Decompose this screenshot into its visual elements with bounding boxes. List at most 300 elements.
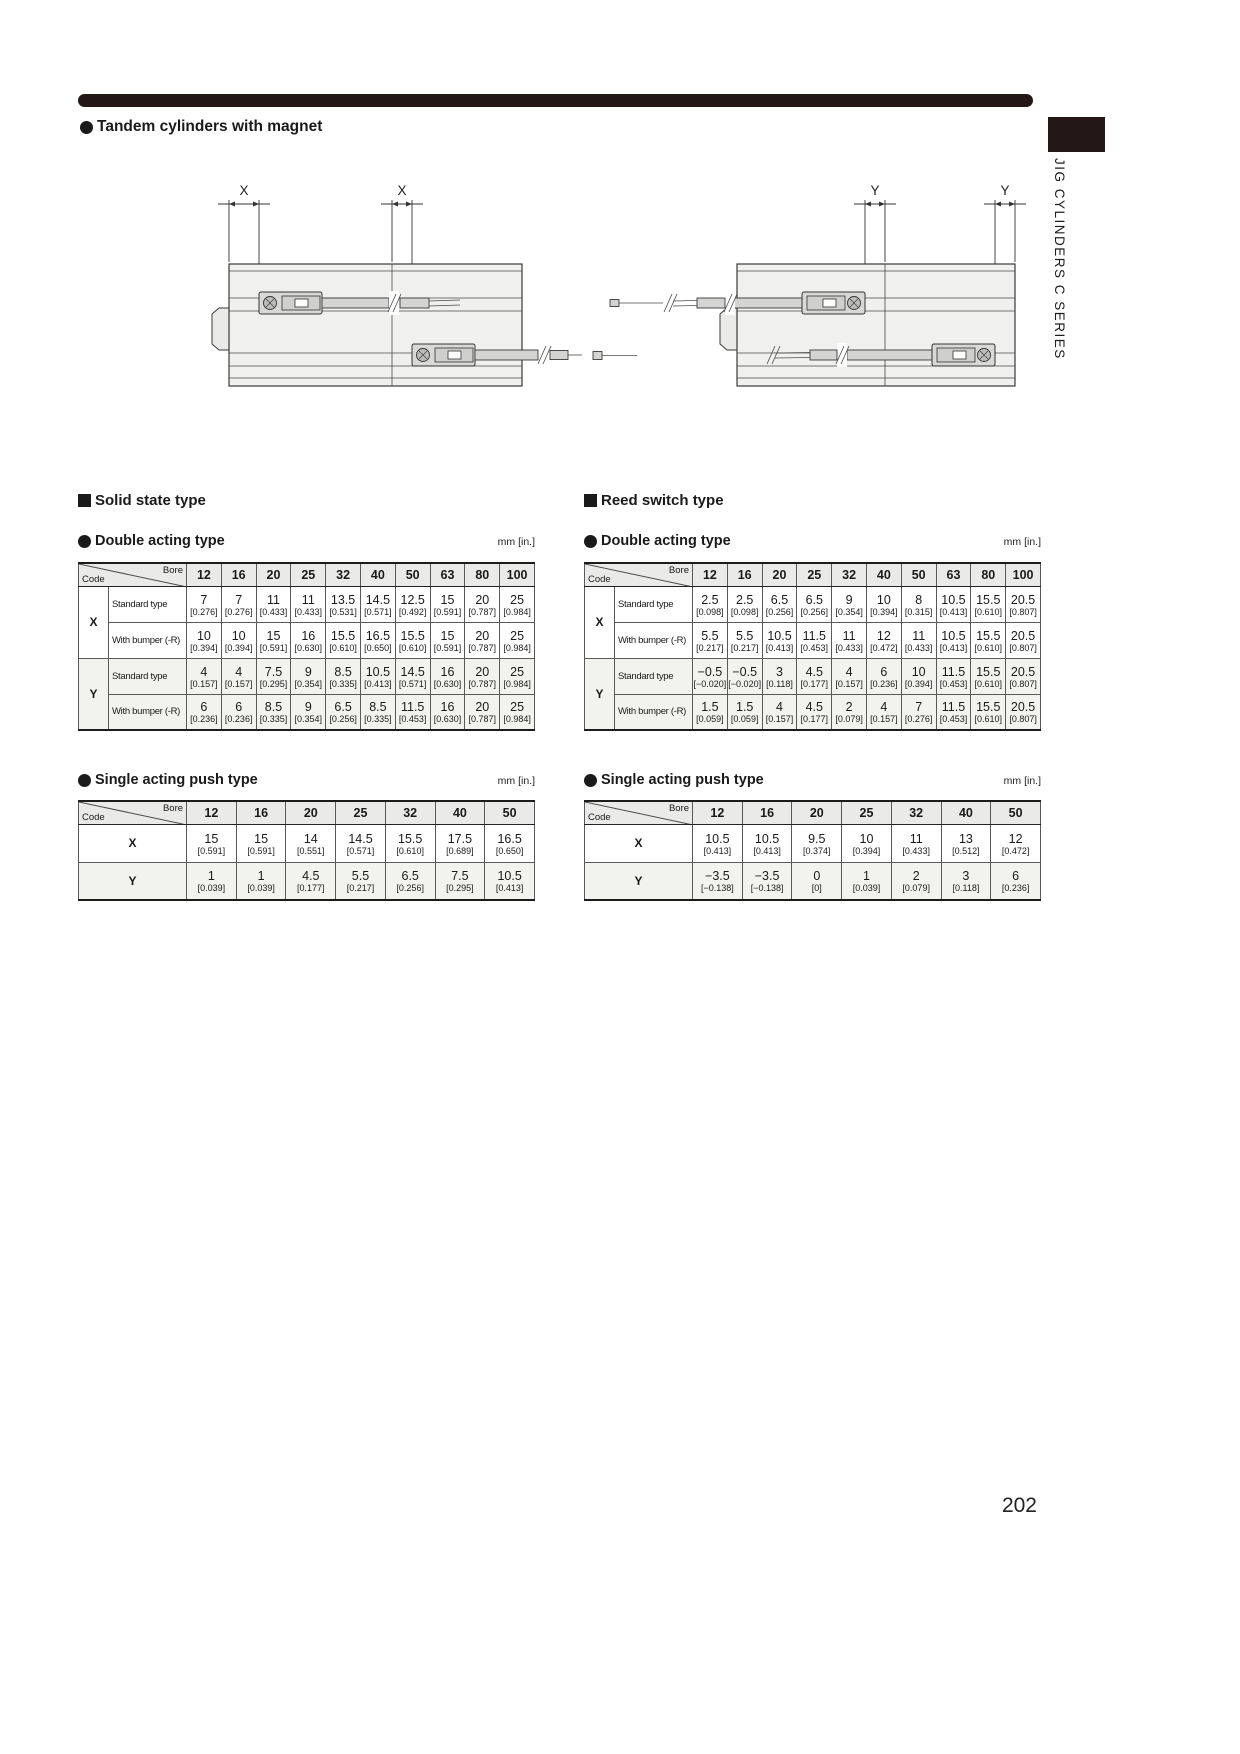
value-inch: [0.571] <box>364 606 392 617</box>
value-mm: 20 <box>475 628 490 643</box>
value-cell <box>385 824 435 862</box>
value-inch: [0.394] <box>852 845 881 856</box>
value-mm: 1 <box>863 869 870 884</box>
table-row <box>585 824 1041 862</box>
tandem-cylinder-diagram-y <box>585 180 1045 392</box>
value-inch: [0.118] <box>952 883 980 894</box>
value-inch: [0.591] <box>433 642 462 653</box>
section-heading-reed-switch <box>584 492 724 509</box>
value-inch: [0.236] <box>190 714 218 725</box>
value-inch: [0.413] <box>703 845 732 856</box>
value-cell <box>936 694 971 730</box>
value-mm: 20.5 <box>1010 592 1036 607</box>
value-mm: 10.5 <box>941 628 966 643</box>
value-mm: 17.5 <box>447 831 473 846</box>
value-mm: 10.5 <box>497 869 522 884</box>
code-bore-header <box>585 801 693 824</box>
value-inch: [0.059] <box>696 714 724 725</box>
header-row <box>79 563 535 586</box>
value-cell <box>693 658 728 694</box>
value-cell <box>326 586 361 622</box>
bore-column-header: 32 <box>891 801 941 824</box>
value-inch: [0.433] <box>294 606 323 617</box>
square-bullet-icon <box>584 494 597 507</box>
value-mm: 12 <box>876 628 891 643</box>
value-mm: −0.5 <box>697 664 723 679</box>
bore-label: Bore <box>668 803 690 814</box>
value-inch: [0.217] <box>346 883 375 894</box>
bullet-circle-icon <box>584 774 597 787</box>
value-mm: 11 <box>267 592 280 607</box>
value-cell <box>1006 622 1041 658</box>
value-inch: [0.472] <box>870 642 898 653</box>
value-mm: 1.5 <box>736 700 754 715</box>
value-cell <box>360 622 395 658</box>
value-inch: [0.610] <box>974 678 1003 689</box>
value-cell <box>792 824 842 862</box>
value-mm: 2.5 <box>701 592 719 607</box>
value-cell <box>187 862 237 900</box>
value-inch: [0.039] <box>247 883 275 894</box>
value-cell <box>727 694 762 730</box>
value-cell <box>891 862 941 900</box>
value-cell <box>936 622 971 658</box>
value-mm: 10.5 <box>767 628 792 643</box>
value-cell <box>291 658 326 694</box>
bore-column-header: 40 <box>360 563 395 586</box>
value-mm: 8.5 <box>369 700 387 715</box>
value-cell <box>500 622 535 658</box>
value-mm: 8 <box>915 592 923 607</box>
bore-column-header: 12 <box>187 563 222 586</box>
value-mm: 15.5 <box>330 628 356 643</box>
value-inch: [0.157] <box>835 678 863 689</box>
value-inch: [0.335] <box>329 678 357 689</box>
dimension-table <box>78 800 535 901</box>
value-inch: [0.157] <box>190 678 218 689</box>
value-inch: [0.256] <box>329 714 357 725</box>
value-cell <box>465 622 500 658</box>
value-inch: [0.354] <box>835 606 863 617</box>
value-cell <box>336 862 386 900</box>
value-cell <box>941 824 991 862</box>
reed-switch-single-acting-table <box>584 800 1041 901</box>
value-mm: 15 <box>266 628 281 643</box>
bullet-circle-icon <box>78 535 91 548</box>
value-inch: [0.984] <box>503 714 531 725</box>
dimension-label-y: Y <box>870 183 880 198</box>
value-cell <box>727 622 762 658</box>
value-cell <box>326 694 361 730</box>
value-cell <box>1006 694 1041 730</box>
value-cell <box>286 862 336 900</box>
value-inch: [0.157] <box>765 714 794 725</box>
value-cell <box>1006 586 1041 622</box>
value-cell <box>797 658 832 694</box>
square-bullet-icon <box>78 494 91 507</box>
value-inch: [0.630] <box>433 714 462 725</box>
value-cell <box>500 658 535 694</box>
bore-column-header: 40 <box>435 801 485 824</box>
value-mm: 9 <box>304 664 312 679</box>
value-mm: 11.5 <box>400 700 425 715</box>
value-mm: 20.5 <box>1010 628 1036 643</box>
code-label-x: X <box>585 824 693 862</box>
subheading-text: Double acting type <box>95 533 225 549</box>
value-mm: 3 <box>962 869 970 884</box>
value-mm: 6 <box>880 664 888 679</box>
value-inch: [0.079] <box>902 883 930 894</box>
bore-column-header: 16 <box>221 563 256 586</box>
code-label-y: Y <box>585 658 615 730</box>
type-label: Standard type <box>109 586 187 622</box>
value-cell <box>360 586 395 622</box>
value-inch: [0.394] <box>224 642 253 653</box>
value-cell <box>326 658 361 694</box>
cylinder-body <box>229 264 522 386</box>
value-inch: [0.610] <box>974 606 1003 617</box>
type-label: With bumper (-R) <box>109 622 187 658</box>
value-cell <box>291 694 326 730</box>
value-mm: −0.5 <box>732 664 758 679</box>
value-inch: [0.098] <box>730 606 759 617</box>
value-mm: 15 <box>254 831 269 846</box>
value-inch: [0.787] <box>468 678 497 689</box>
value-mm: 1.5 <box>701 700 719 715</box>
bullet-circle-icon <box>584 535 597 548</box>
header-row <box>79 801 535 824</box>
solid-state-single-acting-table <box>78 800 535 901</box>
value-cell <box>435 824 485 862</box>
bullet-circle-icon <box>78 774 91 787</box>
value-cell <box>187 622 222 658</box>
value-cell <box>187 658 222 694</box>
value-cell <box>832 622 867 658</box>
value-inch: [0.335] <box>259 714 288 725</box>
value-inch: [0.512] <box>952 845 980 856</box>
value-inch: [0.394] <box>904 678 933 689</box>
table-row <box>79 862 535 900</box>
code-label-x: X <box>79 824 187 862</box>
value-mm: 10 <box>876 592 891 607</box>
value-inch: [0.433] <box>902 845 930 856</box>
value-inch: [0.453] <box>939 714 968 725</box>
value-cell <box>395 622 430 658</box>
bore-column-header: 25 <box>842 801 892 824</box>
value-cell <box>832 658 867 694</box>
value-inch: [0.610] <box>329 642 357 653</box>
code-label-y: Y <box>79 862 187 900</box>
value-cell <box>971 694 1006 730</box>
value-cell <box>221 586 256 622</box>
value-inch: [0.433] <box>904 642 933 653</box>
value-inch: [0.591] <box>247 845 275 856</box>
tandem-cylinder-diagram-x <box>192 180 584 392</box>
value-cell <box>762 658 797 694</box>
value-inch: [0.177] <box>297 883 325 894</box>
value-inch: [0.453] <box>939 678 968 689</box>
value-cell <box>991 862 1041 900</box>
dimension-table <box>584 800 1041 901</box>
value-mm: 4.5 <box>302 869 320 884</box>
value-inch: [0.984] <box>503 642 531 653</box>
value-cell <box>430 694 465 730</box>
value-inch: [0.079] <box>835 714 863 725</box>
bore-column-header: 32 <box>385 801 435 824</box>
value-inch: [0.591] <box>259 642 288 653</box>
value-mm: 11 <box>842 628 856 643</box>
table-row <box>585 658 1041 694</box>
section-heading-text: Reed switch type <box>601 492 724 509</box>
sensor-switch-lower <box>932 344 995 366</box>
value-cell <box>901 694 936 730</box>
value-inch: [0.610] <box>974 714 1003 725</box>
table-row <box>585 586 1041 622</box>
bore-column-header: 12 <box>187 801 237 824</box>
subheading-double-acting <box>78 533 535 549</box>
value-cell <box>866 622 901 658</box>
value-mm: 10.5 <box>365 664 391 679</box>
value-cell <box>936 586 971 622</box>
table-row <box>79 622 535 658</box>
value-cell <box>762 694 797 730</box>
value-mm: 6.5 <box>770 592 789 607</box>
value-inch: [0.354] <box>294 678 323 689</box>
cylinder-body <box>737 264 1015 386</box>
bore-column-header: 63 <box>430 563 465 586</box>
value-cell <box>866 658 901 694</box>
type-label: Standard type <box>615 586 693 622</box>
value-mm: 7 <box>235 592 243 607</box>
value-mm: 11.5 <box>802 628 826 643</box>
value-cell <box>727 586 762 622</box>
value-mm: 7.5 <box>264 664 283 679</box>
value-mm: 16 <box>301 628 316 643</box>
value-mm: 8.5 <box>334 664 352 679</box>
value-inch: [0.610] <box>974 642 1003 653</box>
dimension-label-x: X <box>239 183 249 198</box>
value-inch: [0.217] <box>730 642 759 653</box>
value-mm: 8.5 <box>264 700 283 715</box>
value-cell <box>693 622 728 658</box>
value-mm: 6 <box>200 700 208 715</box>
value-inch: [0.571] <box>398 678 427 689</box>
value-mm: 1 <box>207 869 215 884</box>
value-inch: [0.413] <box>765 642 794 653</box>
table-row <box>585 694 1041 730</box>
value-mm: 10.5 <box>941 592 966 607</box>
value-cell <box>430 586 465 622</box>
end-cap <box>212 308 229 350</box>
value-mm: 10 <box>196 628 211 643</box>
value-inch: [0.531] <box>329 606 357 617</box>
value-inch: [0.157] <box>224 678 253 689</box>
value-inch: [0.472] <box>1001 845 1030 856</box>
value-mm: 3 <box>776 664 783 679</box>
value-inch: [0.787] <box>468 714 497 725</box>
value-mm: 15.5 <box>400 628 425 643</box>
solid-state-double-acting-table <box>78 562 535 731</box>
value-cell <box>971 586 1006 622</box>
value-mm: 14.5 <box>348 831 373 846</box>
sensor-switch-upper <box>259 292 322 314</box>
bore-label: Bore <box>162 803 184 814</box>
value-mm: 20.5 <box>1010 664 1036 679</box>
value-mm: 10 <box>859 831 874 846</box>
page-number: 202 <box>1001 1494 1037 1517</box>
dimension-table <box>584 562 1041 731</box>
value-inch: [0.276] <box>190 606 218 617</box>
value-inch: [0.492] <box>398 606 427 617</box>
value-cell <box>221 658 256 694</box>
value-mm: 11 <box>909 831 923 846</box>
value-mm: 9 <box>304 700 312 715</box>
value-inch: [0.610] <box>396 845 424 856</box>
value-inch: [−0.138] <box>700 883 734 894</box>
value-cell <box>360 694 395 730</box>
value-mm: 1 <box>257 869 265 884</box>
value-cell <box>971 622 1006 658</box>
value-inch: [0.610] <box>398 642 427 653</box>
value-cell <box>395 586 430 622</box>
value-cell <box>236 824 286 862</box>
value-cell <box>891 824 941 862</box>
bore-column-header: 16 <box>236 801 286 824</box>
code-label: Code <box>588 811 611 823</box>
bore-column-header: 100 <box>1006 563 1041 586</box>
value-mm: 16.5 <box>497 831 522 846</box>
value-mm: 4 <box>235 664 243 679</box>
type-label: With bumper (-R) <box>615 694 693 730</box>
code-label-x: X <box>79 586 109 658</box>
value-mm: 5.5 <box>351 869 370 884</box>
subheading-text: Single acting push type <box>95 772 258 788</box>
value-inch: [0.413] <box>364 678 392 689</box>
bore-column-header: 32 <box>832 563 867 586</box>
bore-column-header: 25 <box>291 563 326 586</box>
section-index-tab <box>1048 117 1105 152</box>
value-cell <box>832 586 867 622</box>
value-mm: 11 <box>912 628 926 643</box>
value-inch: [0.039] <box>197 883 226 894</box>
value-inch: [0.039] <box>852 883 881 894</box>
value-mm: 16 <box>440 664 455 679</box>
value-cell <box>465 658 500 694</box>
top-rule-bar <box>78 94 1033 107</box>
value-mm: 6 <box>1012 869 1020 884</box>
unit-label: mm [in.] <box>497 536 535 548</box>
value-mm: 13.5 <box>330 592 356 607</box>
value-inch: [0.630] <box>433 678 462 689</box>
value-inch: [0.630] <box>294 642 323 653</box>
value-inch: [−0.020] <box>728 678 762 689</box>
value-cell <box>430 658 465 694</box>
value-cell <box>385 862 435 900</box>
value-mm: 14.5 <box>365 592 391 607</box>
bore-column-header: 20 <box>286 801 336 824</box>
code-label-y: Y <box>585 862 693 900</box>
value-inch: [0.807] <box>1009 714 1037 725</box>
bore-column-header: 20 <box>256 563 291 586</box>
value-inch: [0.413] <box>495 883 524 894</box>
value-cell <box>256 622 291 658</box>
value-inch: [0.276] <box>904 714 933 725</box>
value-inch: [0.571] <box>346 845 375 856</box>
value-cell <box>187 824 237 862</box>
dimension-label-x: X <box>397 183 407 198</box>
value-inch: [0.413] <box>753 845 781 856</box>
value-mm: 12.5 <box>400 592 425 607</box>
value-inch: [0.354] <box>294 714 323 725</box>
value-mm: 2 <box>845 700 853 715</box>
value-mm: 10 <box>911 664 926 679</box>
value-cell <box>842 862 892 900</box>
value-cell <box>336 824 386 862</box>
value-inch: [0.984] <box>503 606 531 617</box>
value-mm: 4 <box>845 664 853 679</box>
value-inch: [0.807] <box>1009 678 1037 689</box>
value-inch: [0.256] <box>800 606 829 617</box>
bore-column-header: 16 <box>742 801 792 824</box>
bore-column-header: 32 <box>326 563 361 586</box>
value-cell <box>256 586 291 622</box>
value-inch: [−0.020] <box>693 678 727 689</box>
bore-column-header: 20 <box>762 563 797 586</box>
series-sidebar-label: JIG CYLINDERS C SERIES <box>1052 158 1067 360</box>
value-mm: 6.5 <box>805 592 823 607</box>
value-mm: 11.5 <box>941 700 966 715</box>
type-label: With bumper (-R) <box>615 622 693 658</box>
value-mm: −3.5 <box>705 869 730 884</box>
value-mm: 11.5 <box>941 664 966 679</box>
value-cell <box>326 622 361 658</box>
value-mm: 4 <box>880 700 888 715</box>
bore-column-header: 80 <box>971 563 1006 586</box>
value-cell <box>901 658 936 694</box>
bore-label: Bore <box>668 565 689 576</box>
bore-column-header: 63 <box>936 563 971 586</box>
bore-column-header: 50 <box>485 801 535 824</box>
value-cell <box>500 586 535 622</box>
value-mm: 20 <box>475 592 490 607</box>
value-cell <box>693 694 728 730</box>
value-mm: −3.5 <box>754 869 780 884</box>
value-cell <box>435 862 485 900</box>
value-mm: 15 <box>440 592 455 607</box>
value-cell <box>500 694 535 730</box>
value-mm: 13 <box>958 831 973 846</box>
value-inch: [0.413] <box>939 642 968 653</box>
value-cell <box>797 586 832 622</box>
value-inch: [0.433] <box>259 606 288 617</box>
value-mm: 25 <box>510 700 525 715</box>
subheading-single-acting <box>78 772 535 788</box>
value-mm: 7.5 <box>451 869 469 884</box>
header-row <box>585 801 1041 824</box>
value-cell <box>991 824 1041 862</box>
code-bore-header <box>585 563 693 586</box>
value-mm: 15.5 <box>398 831 423 846</box>
value-mm: 20.5 <box>1010 700 1036 715</box>
value-cell <box>901 622 936 658</box>
value-mm: 25 <box>510 592 525 607</box>
value-cell <box>465 586 500 622</box>
sensor-switch-upper <box>802 292 865 314</box>
value-mm: 16 <box>440 700 455 715</box>
section-heading-text: Solid state type <box>95 492 206 509</box>
value-inch: [0.453] <box>800 642 829 653</box>
value-mm: 16.5 <box>365 628 391 643</box>
